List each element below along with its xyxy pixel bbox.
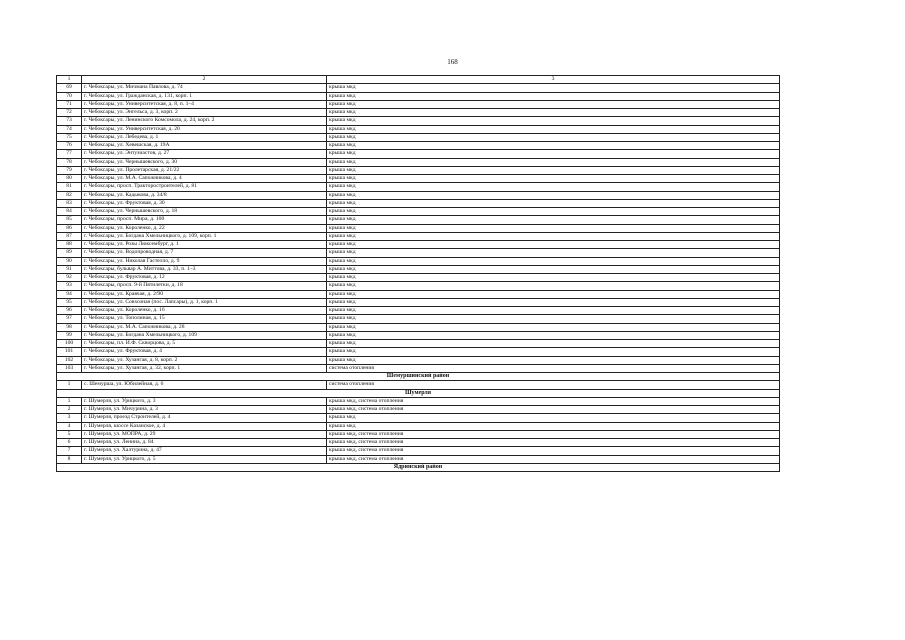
row-work-type: крыша мкд <box>327 175 780 183</box>
row-work-type: крыша мкд <box>327 331 780 339</box>
row-number: 100 <box>57 340 82 348</box>
table-row <box>57 331 780 339</box>
row-address: г. Чебоксары, просп. Мира, д. 100 <box>82 216 327 224</box>
row-work-type: крыша мкд <box>327 92 780 100</box>
row-address: г. Чебоксары, ул. Кравчая, д. 2/90 <box>82 290 327 298</box>
row-work-type: крыша мкд, система отопления <box>327 406 780 414</box>
row-address: г. Чебоксары, ул. Короленко, д. 16 <box>82 307 327 315</box>
section-title: Шемуршинский район <box>57 373 780 381</box>
row-work-type: крыша мкд <box>327 100 780 108</box>
row-work-type: крыша мкд <box>327 290 780 298</box>
table-row <box>57 92 780 100</box>
table-row <box>57 282 780 290</box>
row-work-type: крыша мкд <box>327 142 780 150</box>
row-work-type: крыша мкд <box>327 183 780 191</box>
row-number: 87 <box>57 232 82 240</box>
row-address: г. Шумерля, ул. Ленина, д. 84 <box>82 439 327 447</box>
row-address: г. Чебоксары, ул. Энтузиастов, д. 27 <box>82 150 327 158</box>
row-work-type: крыша мкд <box>327 274 780 282</box>
section-title: Ядринский район <box>57 463 780 471</box>
row-work-type: крыша мкд <box>327 282 780 290</box>
table-row <box>57 133 780 141</box>
row-work-type: крыша мкд <box>327 224 780 232</box>
row-number: 71 <box>57 100 82 108</box>
section-header-row <box>57 389 780 397</box>
table-row <box>57 257 780 265</box>
row-address: г. Чебоксары, ул. М.А. Сапожникова, д. 4 <box>82 175 327 183</box>
row-address: г. Чебоксары, ул. Водопроводная, д. 7 <box>82 249 327 257</box>
row-number: 76 <box>57 142 82 150</box>
row-number: 75 <box>57 133 82 141</box>
table-row <box>57 109 780 117</box>
section-header-row <box>57 373 780 381</box>
row-number: 70 <box>57 92 82 100</box>
row-work-type: крыша мкд <box>327 323 780 331</box>
row-number: 102 <box>57 356 82 364</box>
table-row <box>57 340 780 348</box>
table-row <box>57 348 780 356</box>
row-number: 81 <box>57 183 82 191</box>
row-number: 2 <box>57 406 82 414</box>
row-number: 83 <box>57 199 82 207</box>
row-address: г. Чебоксары, ул. М.А. Сапожникова, д. 28 <box>82 323 327 331</box>
row-address: г. Чебоксары, пл. И.Ф. Скворцова, д. 5 <box>82 340 327 348</box>
row-address: г. Чебоксары, ул. Фруктовая, д. 30 <box>82 199 327 207</box>
row-work-type: крыша мкд <box>327 414 780 422</box>
row-number: 5 <box>57 430 82 438</box>
row-number: 95 <box>57 298 82 306</box>
row-number: 78 <box>57 158 82 166</box>
row-work-type: крыша мкд <box>327 422 780 430</box>
row-address: г. Чебоксары, ул. Университетская, д. 20 <box>82 125 327 133</box>
row-work-type: крыша мкд <box>327 199 780 207</box>
row-number: 99 <box>57 331 82 339</box>
row-address: г. Чебоксары, ул. Короленко, д. 22 <box>82 224 327 232</box>
row-number: 85 <box>57 216 82 224</box>
table-row <box>57 150 780 158</box>
row-address: г. Шумерля, шоссе Казанское, д. 4 <box>82 422 327 430</box>
table-row <box>57 232 780 240</box>
row-work-type: крыша мкд <box>327 150 780 158</box>
row-work-type: крыша мкд, система отопления <box>327 455 780 463</box>
row-address: г. Чебоксары, ул. Кадыкова, д. 34/8 <box>82 191 327 199</box>
row-work-type: крыша мкд <box>327 265 780 273</box>
section-header-row <box>57 463 780 471</box>
row-number: 8 <box>57 455 82 463</box>
row-address: г. Чебоксары, просп. Тракторостроителей, д. 81 <box>82 183 327 191</box>
row-work-type: крыша мкд <box>327 298 780 306</box>
table-row <box>57 249 780 257</box>
row-address: г. Шумерля, ул. МОПРА, д. 29 <box>82 430 327 438</box>
row-work-type: крыша мкд <box>327 208 780 216</box>
table-row <box>57 414 780 422</box>
row-address: г. Чебоксары, ул. Мичмана Павлова, д. 74 <box>82 84 327 92</box>
row-number: 1 <box>57 381 82 389</box>
table-row <box>57 84 780 92</box>
row-address: г. Чебоксары, ул. Энгельса, д. 3, корп. 2 <box>82 109 327 117</box>
table-row <box>57 224 780 232</box>
row-address: г. Чебоксары, ул. Ленинского Комсомола, д. 24, корп. 2 <box>82 117 327 125</box>
table-row <box>57 100 780 108</box>
row-work-type: крыша мкд <box>327 340 780 348</box>
row-number: 1 <box>57 397 82 405</box>
row-address: г. Шумерля, ул. Урицкого, д. 3 <box>82 397 327 405</box>
row-address: г. Чебоксары, ул. Гражданская, д. 131, корп. 1 <box>82 92 327 100</box>
row-address: г. Чебоксары, ул. Чернышевского, д. 30 <box>82 158 327 166</box>
table-row <box>57 406 780 414</box>
table-row <box>57 183 780 191</box>
table-row <box>57 158 780 166</box>
row-work-type: крыша мкд <box>327 232 780 240</box>
row-work-type: крыша мкд, система отопления <box>327 397 780 405</box>
table-row <box>57 175 780 183</box>
table-row <box>57 356 780 364</box>
table-row <box>57 323 780 331</box>
row-address: г. Чебоксары, ул. Хевешская, д. 19А <box>82 142 327 150</box>
row-address: г. Чебоксары, ул. Университетская, д. 8, п. 1–4 <box>82 100 327 108</box>
row-work-type: крыша мкд <box>327 117 780 125</box>
row-work-type: крыша мкд <box>327 348 780 356</box>
row-address: г. Шумерля, ул. Халтурина, д. 47 <box>82 447 327 455</box>
table-row <box>57 191 780 199</box>
row-address: г. Чебоксары, ул. Лебедева, д. 1 <box>82 133 327 141</box>
table-row <box>57 422 780 430</box>
row-address: г. Чебоксары, ул. Розы Люксембург, д. 1 <box>82 241 327 249</box>
table-row <box>57 298 780 306</box>
row-work-type: крыша мкд <box>327 241 780 249</box>
row-address: г. Чебоксары, ул. Николая Гастелло, д. 9 <box>82 257 327 265</box>
row-number: 98 <box>57 323 82 331</box>
row-number: 101 <box>57 348 82 356</box>
table-row <box>57 290 780 298</box>
row-work-type: крыша мкд <box>327 166 780 174</box>
row-address: г. Чебоксары, ул. Богдана Хмельницкого, д. 109, корп. 1 <box>82 232 327 240</box>
row-work-type: крыша мкд <box>327 133 780 141</box>
row-work-type: крыша мкд <box>327 356 780 364</box>
row-address: г. Чебоксары, бульвар А. Миттова, д. 33, п. 1–3 <box>82 265 327 273</box>
row-address: г. Шумерля, ул. Урицкого, д. 5 <box>82 455 327 463</box>
row-number: 92 <box>57 274 82 282</box>
row-number: 84 <box>57 208 82 216</box>
header-col-3: 3 <box>327 76 780 84</box>
table-header-row <box>57 76 780 84</box>
row-work-type: крыша мкд <box>327 216 780 224</box>
row-number: 93 <box>57 282 82 290</box>
row-work-type: крыша мкд <box>327 84 780 92</box>
table-row <box>57 216 780 224</box>
row-number: 88 <box>57 241 82 249</box>
section-title: Шумерля <box>57 389 780 397</box>
row-work-type: крыша мкд, система отопления <box>327 430 780 438</box>
row-address: г. Чебоксары, просп. 9-й Пятилетки, д. 18 <box>82 282 327 290</box>
table-row <box>57 199 780 207</box>
row-work-type: крыша мкд <box>327 249 780 257</box>
row-number: 74 <box>57 125 82 133</box>
row-number: 79 <box>57 166 82 174</box>
row-number: 89 <box>57 249 82 257</box>
table-row <box>57 307 780 315</box>
row-address: с. Шемурша, ул. Юбилейная, д. 6 <box>82 381 327 389</box>
row-work-type: крыша мкд <box>327 257 780 265</box>
row-work-type: крыша мкд <box>327 307 780 315</box>
row-number: 103 <box>57 364 82 372</box>
row-address: г. Чебоксары, ул. Хузангая, д. 8, корп. 2 <box>82 356 327 364</box>
table-row <box>57 397 780 405</box>
row-work-type: крыша мкд <box>327 109 780 117</box>
page-number: 168 <box>447 58 458 66</box>
table-row <box>57 315 780 323</box>
row-address: г. Чебоксары, ул. Чернышевского, д. 18 <box>82 208 327 216</box>
row-number: 96 <box>57 307 82 315</box>
header-col-2: 2 <box>82 76 327 84</box>
header-col-1: 1 <box>57 76 82 84</box>
row-number: 97 <box>57 315 82 323</box>
row-work-type: крыша мкд, система отопления <box>327 447 780 455</box>
row-address: г. Чебоксары, ул. Совхозная (пос. Лапсары), д. 1, корп. 1 <box>82 298 327 306</box>
table-row <box>57 439 780 447</box>
table-row <box>57 455 780 463</box>
row-work-type: крыша мкд <box>327 158 780 166</box>
works-table <box>56 75 780 472</box>
table-row <box>57 142 780 150</box>
table-row <box>57 208 780 216</box>
row-number: 6 <box>57 439 82 447</box>
table-row <box>57 125 780 133</box>
table-row <box>57 274 780 282</box>
row-work-type: крыша мкд <box>327 125 780 133</box>
row-address: г. Чебоксары, ул. Фруктовая, д. 12 <box>82 274 327 282</box>
row-address: г. Чебоксары, ул. Фруктовая, д. 4 <box>82 348 327 356</box>
row-address: г. Чебоксары, ул. Пролетарская, д. 21/22 <box>82 166 327 174</box>
row-number: 69 <box>57 84 82 92</box>
table-row <box>57 364 780 372</box>
row-work-type: крыша мкд <box>327 191 780 199</box>
row-address: г. Шумерля, ул. Мичурина, д. 3 <box>82 406 327 414</box>
table-row <box>57 117 780 125</box>
table-row <box>57 381 780 389</box>
row-number: 90 <box>57 257 82 265</box>
row-number: 80 <box>57 175 82 183</box>
row-address: г. Чебоксары, ул. Богдана Хмельницкого, д. 109 <box>82 331 327 339</box>
table-row <box>57 166 780 174</box>
row-address: г. Шумерля, проезд Строителей, д. 4 <box>82 414 327 422</box>
row-number: 94 <box>57 290 82 298</box>
table-row <box>57 447 780 455</box>
row-address: г. Чебоксары, ул. Тополиная, д. 15 <box>82 315 327 323</box>
row-number: 72 <box>57 109 82 117</box>
table-row <box>57 265 780 273</box>
row-number: 91 <box>57 265 82 273</box>
row-work-type: система отопления <box>327 381 780 389</box>
table-row <box>57 430 780 438</box>
row-number: 7 <box>57 447 82 455</box>
row-address: г. Чебоксары, ул. Хузангая, д. 32, корп. 1 <box>82 364 327 372</box>
row-number: 82 <box>57 191 82 199</box>
row-number: 4 <box>57 422 82 430</box>
row-work-type: крыша мкд, система отопления <box>327 439 780 447</box>
row-work-type: крыша мкд <box>327 315 780 323</box>
row-number: 73 <box>57 117 82 125</box>
row-number: 86 <box>57 224 82 232</box>
row-work-type: система отопления <box>327 364 780 372</box>
row-number: 77 <box>57 150 82 158</box>
table-row <box>57 241 780 249</box>
row-number: 3 <box>57 414 82 422</box>
